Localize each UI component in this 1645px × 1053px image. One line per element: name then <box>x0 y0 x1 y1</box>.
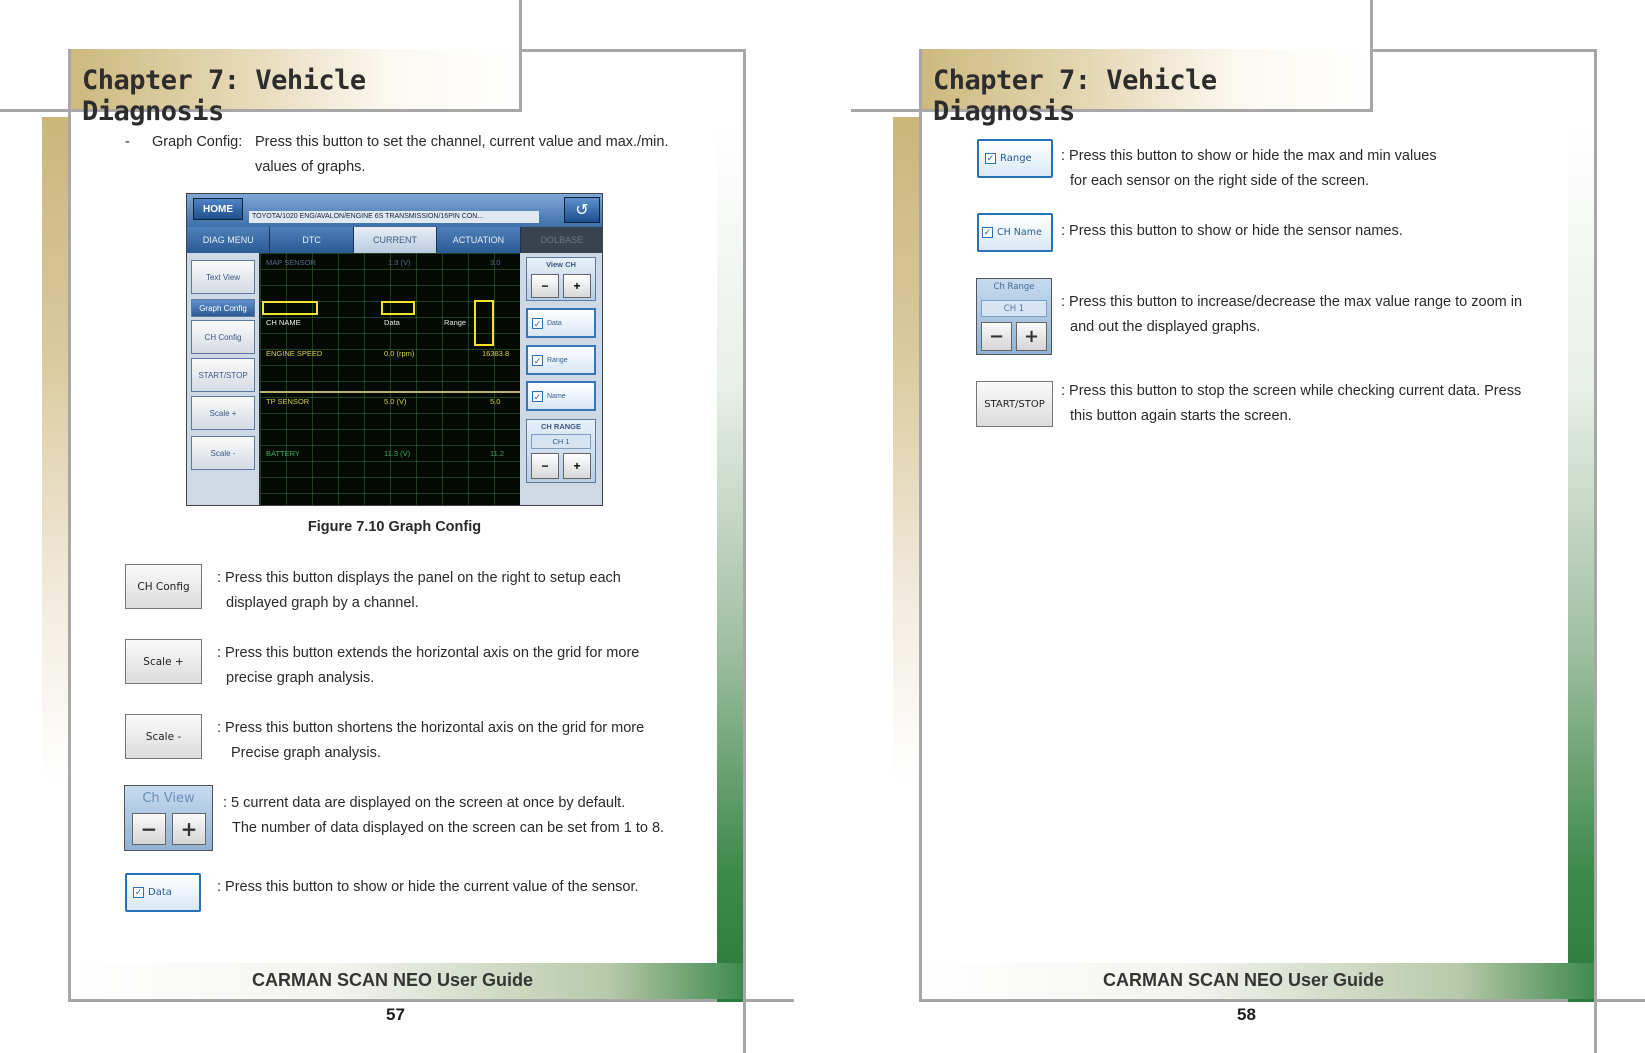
checkbox-icon: ✓ <box>533 391 542 402</box>
tab-actuation[interactable]: ACTUATION <box>437 227 520 253</box>
ch-range-label: CH RANGE <box>540 422 581 431</box>
graph-config-button[interactable]: Graph Config <box>191 299 255 317</box>
screenshot-titlebar <box>187 194 603 227</box>
grid-row-name: ENGINE SPEED <box>266 349 323 358</box>
data-toggle-label: Data <box>547 319 562 327</box>
frame-line <box>1594 999 1597 1053</box>
ch-config-button[interactable]: CH Config <box>125 564 202 609</box>
figure-caption: Figure 7.10 Graph Config <box>307 519 482 535</box>
scale-minus-button[interactable]: Scale - <box>191 436 255 470</box>
range-button[interactable] <box>977 139 1053 178</box>
grid-row-name: BATTERY <box>266 449 300 458</box>
frame-line <box>519 0 522 52</box>
item-text: : Press this button to show or hide the sensor names. <box>1061 223 1403 239</box>
item-text: : 5 current data are displayed on the screen at once by default. <box>223 795 626 811</box>
range-toggle-label: Range <box>547 356 568 364</box>
scale-plus-button[interactable]: Scale + <box>125 639 202 684</box>
gold-side-band <box>893 117 921 782</box>
checkbox-icon: ✓ <box>134 888 143 898</box>
grid-row-name: TP SENSOR <box>266 397 310 406</box>
name-toggle-label: Name <box>547 392 566 400</box>
plus-button[interactable]: + <box>1016 322 1047 351</box>
scale-minus-button[interactable]: Scale - <box>125 714 202 759</box>
start-stop-button[interactable]: START/STOP <box>976 381 1053 427</box>
frame-line <box>1591 999 1645 1002</box>
item-text-cont: and out the displayed graphs. <box>1070 319 1261 335</box>
grid-row-value: 1.3 (V) <box>388 258 411 267</box>
intro-text-cont: values of graphs. <box>255 159 366 175</box>
item-text-cont: this button again starts the screen. <box>1070 408 1292 424</box>
grid-row-value: 0.0 (rpm) <box>384 349 415 358</box>
item-text-cont: The number of data displayed on the screen can be set from 1 to 8. <box>232 820 665 836</box>
checkbox-icon: ✓ <box>986 154 995 164</box>
page-57 <box>0 0 822 1053</box>
item-text-cont: for each sensor on the right side of the screen. <box>1070 173 1370 189</box>
grid-row-value: 5.0 (V) <box>384 397 407 406</box>
item-text-cont: precise graph analysis. <box>226 670 375 686</box>
green-side-band <box>1568 120 1594 1002</box>
checkbox-icon: ✓ <box>533 355 542 366</box>
checkbox-icon: ✓ <box>533 318 542 329</box>
ch-range-value: CH 1 <box>531 434 591 449</box>
item-text: : Press this button shortens the horizontal axis on the grid for more <box>217 720 645 736</box>
home-button[interactable]: HOME <box>193 198 243 220</box>
ch-range-label: Ch Range <box>993 282 1035 292</box>
back-icon[interactable]: ↺ <box>564 197 600 223</box>
grid-row-range: 11.2 <box>490 449 505 458</box>
minus-button[interactable]: − <box>132 813 166 845</box>
screenshot-right-panel <box>520 253 603 506</box>
ch-range-control <box>976 278 1052 355</box>
grid-row-name: CH NAME <box>266 318 301 327</box>
ch-view-label: Ch View <box>142 791 195 806</box>
item-text: : Press this button to stop the screen while checking current data. Press <box>1061 383 1522 399</box>
view-ch-control <box>526 257 596 301</box>
item-text-cont: Precise graph analysis. <box>231 745 381 761</box>
minus-button[interactable]: − <box>531 453 559 479</box>
item-text: : Press this button displays the panel on the right to setup each <box>217 570 621 586</box>
frame-line <box>743 999 746 1053</box>
page-number: 57 <box>386 1005 405 1024</box>
ch-name-button[interactable] <box>977 213 1053 252</box>
scale-plus-button[interactable]: Scale + <box>191 396 255 430</box>
start-stop-button[interactable]: START/STOP <box>191 358 255 392</box>
intro-dash: - <box>125 134 130 150</box>
tab-dolbase[interactable]: DOLBASE <box>521 227 603 253</box>
grid-row-name: MAP SENSOR <box>266 258 316 267</box>
plus-button[interactable]: + <box>563 274 591 298</box>
view-ch-label: View CH <box>546 260 576 269</box>
item-text-cont: displayed graph by a channel. <box>226 595 419 611</box>
highlight-box <box>474 300 494 346</box>
footer-title: CARMAN SCAN NEO User Guide <box>252 970 534 990</box>
page-number: 58 <box>1237 1005 1256 1024</box>
grid-row-range: 16383.8 <box>482 349 510 358</box>
intro-text: Press this button to set the channel, current value and max./min. <box>255 134 669 150</box>
data-toggle[interactable] <box>526 308 596 338</box>
plus-button[interactable]: + <box>172 813 206 845</box>
screenshot-tabs <box>187 227 603 253</box>
chapter-header <box>71 49 522 127</box>
chapter-title: Chapter 7: Vehicle Diagnosis <box>82 65 366 127</box>
footer-title: CARMAN SCAN NEO User Guide <box>1103 970 1385 990</box>
chapter-header <box>922 49 1373 127</box>
chapter-title: Chapter 7: Vehicle Diagnosis <box>933 65 1217 127</box>
graph-config-screenshot <box>186 193 603 506</box>
item-text: : Press this button to show or hide the max and min values <box>1061 148 1437 164</box>
page-58 <box>851 0 1645 1053</box>
tab-current[interactable]: CURRENT <box>354 227 437 253</box>
green-side-band <box>717 120 743 1002</box>
plus-button[interactable]: + <box>563 453 591 479</box>
data-button-label: Data <box>148 887 172 898</box>
frame-line <box>740 999 794 1002</box>
grid-row-value: 11.3 (V) <box>384 449 411 458</box>
ch-range-control <box>526 419 596 483</box>
intro-term: Graph Config: <box>152 134 243 150</box>
minus-button[interactable]: − <box>531 274 559 298</box>
name-toggle[interactable] <box>526 381 596 411</box>
checkbox-icon: ✓ <box>983 228 992 238</box>
ch-name-button-label: CH Name <box>997 227 1042 238</box>
frame-line <box>1370 0 1373 52</box>
data-button[interactable] <box>125 873 201 912</box>
tab-dtc[interactable]: DTC <box>270 227 353 253</box>
item-text: : Press this button to increase/decrease the max value range to zoom in <box>1061 294 1523 310</box>
grid-row-range: 3.0 <box>490 258 501 267</box>
vehicle-path: TOYOTA/1020 ENG/AVALON/ENGINE 6S TRANSMISSION/16PIN CON... <box>249 211 539 223</box>
item-text: : Press this button extends the horizontal axis on the grid for more <box>217 645 640 661</box>
gold-side-band <box>42 117 70 782</box>
minus-button[interactable]: − <box>981 322 1012 351</box>
item-text: : Press this button to show or hide the current value of the sensor. <box>217 879 639 895</box>
range-toggle[interactable] <box>526 345 596 375</box>
grid-row-value: Data <box>384 318 400 327</box>
text-view-button[interactable]: Text View <box>191 260 255 294</box>
ch-range-value: CH 1 <box>981 300 1047 317</box>
grid-row-range: 5.0 <box>490 397 501 406</box>
highlight-box <box>381 301 415 315</box>
graph-grid <box>260 253 520 506</box>
ch-view-control <box>124 785 213 851</box>
tab-diag-menu[interactable]: DIAG MENU <box>187 227 270 253</box>
frame-line <box>851 109 923 112</box>
frame-line <box>0 109 72 112</box>
highlight-box <box>262 301 318 315</box>
channel-divider <box>260 391 520 393</box>
page-footer <box>71 963 743 999</box>
range-button-label: Range <box>1000 153 1032 164</box>
ch-config-button[interactable]: CH Config <box>191 320 255 354</box>
grid-row-range: Range <box>444 318 467 327</box>
page-footer <box>922 963 1594 999</box>
screenshot-left-panel <box>187 253 259 506</box>
